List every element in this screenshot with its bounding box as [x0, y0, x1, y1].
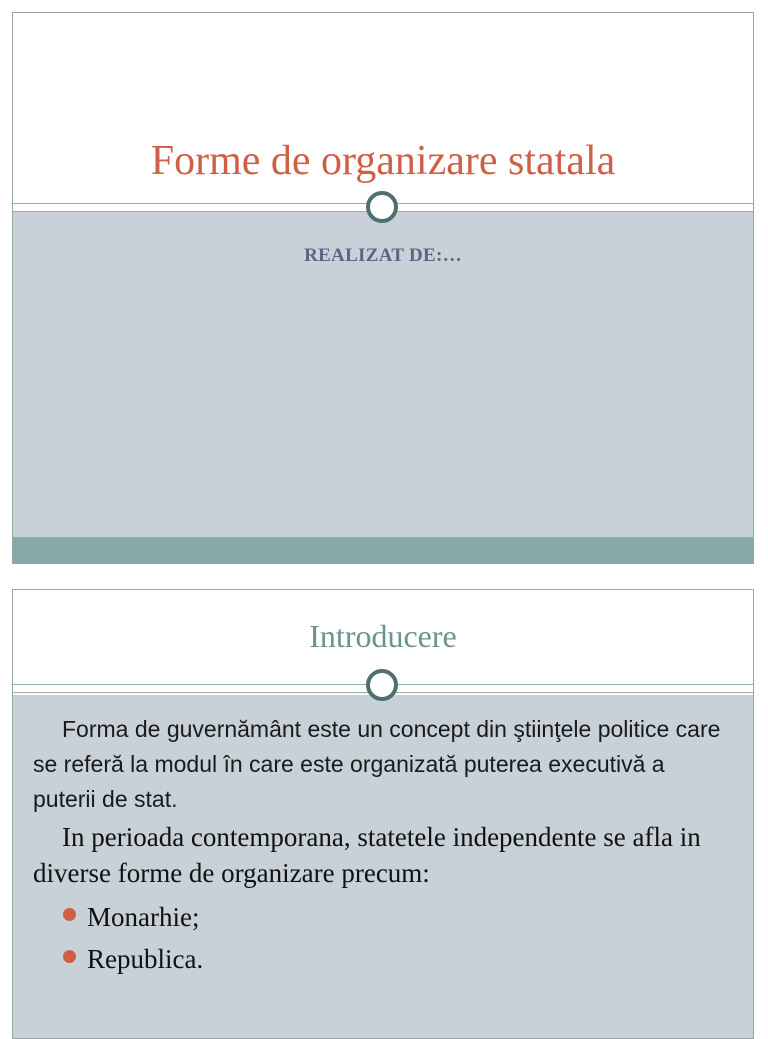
divider-circle-icon — [366, 669, 398, 701]
list-item-label: Monarhie; — [87, 902, 200, 932]
slide-title: Forme de organizare statala — [150, 138, 616, 184]
intro-slide — [12, 589, 754, 1039]
bullet-dot-icon — [63, 950, 76, 963]
slide-subtitle: REALIZAT DE:… — [304, 245, 462, 266]
list-item — [63, 938, 203, 980]
divider-circle-icon — [366, 191, 398, 223]
bullet-dot-icon — [63, 908, 76, 921]
forms-list — [63, 896, 203, 980]
title-slide — [12, 12, 754, 564]
intro-paragraph: Forma de guvernământ este un concept din ştiinţele politice care se referă la modul în care este organizată puterea executivă a puterii de stat. — [33, 716, 721, 812]
list-item — [63, 896, 203, 938]
list-item-label: Republica. — [87, 944, 204, 974]
section-title: Introducere — [309, 618, 457, 654]
footer-band — [13, 537, 753, 564]
forms-paragraph: In perioada contemporana, statetele independente se afla in diverse forme de organizare precum: — [33, 822, 701, 888]
